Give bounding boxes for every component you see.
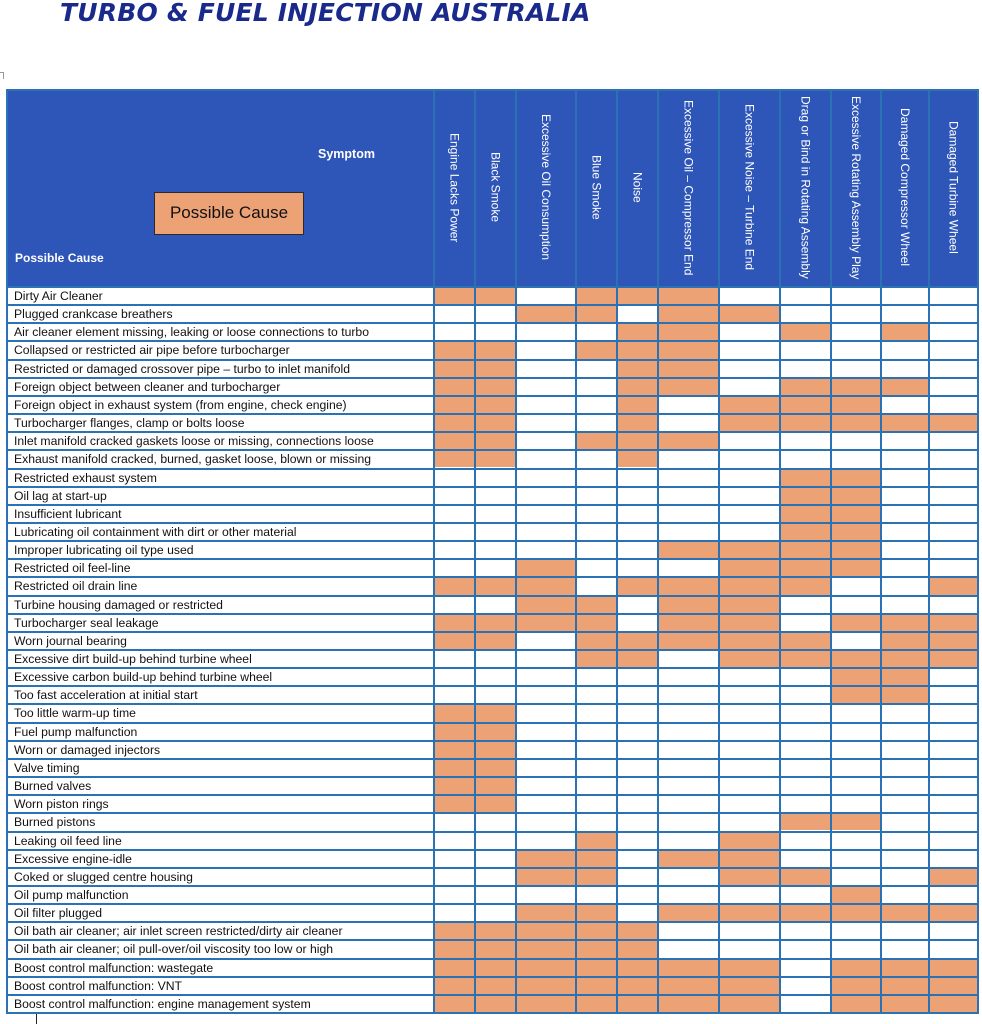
cause-row-label: Excessive carbon build-up behind turbine wheel (14, 670, 273, 685)
cause-row-label: Boost control malfunction: wastegate (14, 960, 214, 975)
cause-row-label: Oil pump malfunction (14, 887, 129, 902)
marked-cell (435, 724, 474, 740)
marked-cell (618, 578, 657, 594)
marked-cell (720, 833, 779, 849)
cause-row-label: Boost control malfunction: VNT (14, 978, 182, 993)
marked-cell (832, 905, 880, 921)
marked-cell (832, 488, 880, 504)
marked-cell (720, 633, 779, 649)
marked-cell (476, 941, 515, 957)
cause-row-label: Restricted oil feel-line (14, 561, 131, 576)
marked-cell (659, 851, 718, 867)
marked-cell (659, 542, 718, 558)
marked-cell (832, 415, 880, 431)
possible-cause-header-label: Possible Cause (15, 251, 104, 265)
marked-cell (781, 651, 830, 667)
cause-row-label: Fuel pump malfunction (14, 724, 138, 739)
marked-cell (618, 324, 657, 340)
cause-row-label: Turbocharger seal leakage (14, 615, 159, 630)
marked-cell (476, 451, 515, 467)
cause-row-label: Turbine housing damaged or restricted (14, 597, 223, 612)
symptom-column-header (930, 93, 977, 282)
marked-cell (517, 306, 575, 322)
marked-cell (832, 615, 880, 631)
marked-cell (882, 996, 928, 1012)
marked-cell (435, 978, 474, 994)
cause-row-label: Insufficient lubricant (14, 506, 122, 521)
marked-cell (476, 724, 515, 740)
symptom-label: Excessive Oil Consumption (539, 114, 553, 261)
cause-row-label: Valve timing (14, 760, 80, 775)
marked-cell (930, 996, 977, 1012)
marked-cell (659, 324, 718, 340)
marked-cell (882, 324, 928, 340)
symptom-label: Excessive Noise – Turbine End (742, 104, 757, 271)
cause-row-label: Restricted oil drain line (14, 579, 138, 594)
symptom-label: Damaged Turbine Wheel (946, 121, 961, 254)
marked-cell (659, 306, 718, 322)
marked-cell (517, 869, 575, 885)
marked-cell (435, 996, 474, 1012)
marked-cell (720, 851, 779, 867)
marked-cell (618, 923, 657, 939)
marked-cell (882, 905, 928, 921)
marked-cell (517, 905, 575, 921)
marked-cell (435, 288, 474, 304)
marked-cell (832, 506, 880, 522)
marked-cell (930, 578, 977, 594)
symptom-label: Noise (630, 172, 645, 203)
symptom-column-header (577, 93, 616, 282)
symptom-header-label: Symptom (318, 147, 375, 161)
symptom-label: Blue Smoke (589, 155, 604, 220)
marked-cell (435, 379, 474, 395)
marked-cell (618, 342, 657, 358)
marked-cell (882, 633, 928, 649)
marked-cell (517, 597, 575, 613)
marked-cell (832, 669, 880, 685)
cause-row-label: Improper lubricating oil type used (14, 543, 194, 558)
marked-cell (781, 397, 830, 413)
marked-cell (476, 978, 515, 994)
marked-cell (781, 324, 830, 340)
marked-cell (720, 978, 779, 994)
marked-cell (618, 451, 657, 467)
marked-cell (659, 361, 718, 377)
marked-cell (517, 923, 575, 939)
marked-cell (577, 597, 616, 613)
marked-cell (517, 615, 575, 631)
marked-cell (832, 687, 880, 703)
marked-cell (618, 361, 657, 377)
marked-cell (476, 996, 515, 1012)
cause-row-label: Excessive dirt build-up behind turbine wheel (14, 652, 252, 666)
marked-cell (659, 288, 718, 304)
marked-cell (832, 379, 880, 395)
cause-row-label: Dirty Air Cleaner (14, 289, 103, 303)
marked-cell (781, 869, 830, 885)
marked-cell (832, 542, 880, 558)
marked-cell (517, 941, 575, 957)
marked-cell (517, 960, 575, 976)
cause-row-label: Worn or damaged injectors (14, 742, 161, 757)
marked-cell (720, 542, 779, 558)
marked-cell (435, 705, 474, 721)
marked-cell (659, 905, 718, 921)
marked-cell (882, 379, 928, 395)
marked-cell (720, 615, 779, 631)
marked-cell (882, 669, 928, 685)
marked-cell (720, 960, 779, 976)
marked-cell (720, 651, 779, 667)
marked-cell (659, 597, 718, 613)
marked-cell (659, 379, 718, 395)
marked-cell (577, 342, 616, 358)
marked-cell (832, 524, 880, 540)
symptom-column-header (435, 93, 474, 282)
marked-cell (618, 379, 657, 395)
marked-cell (577, 615, 616, 631)
marked-cell (577, 833, 616, 849)
symptom-label: Black Smoke (488, 152, 503, 223)
marked-cell (720, 397, 779, 413)
marked-cell (618, 397, 657, 413)
cause-row-label: Oil bath air cleaner; air inlet screen restricted/dirty air cleaner (14, 924, 343, 939)
marked-cell (618, 288, 657, 304)
symptom-column-header (832, 93, 880, 282)
marked-cell (882, 687, 928, 703)
marked-cell (476, 742, 515, 758)
marked-cell (832, 996, 880, 1012)
cause-row-label: Restricted exhaust system (14, 470, 157, 485)
marked-cell (476, 433, 515, 449)
cause-row-label: Too little warm-up time (14, 706, 136, 721)
cause-row-label: Inlet manifold cracked gaskets loose or missing, connections loose (14, 434, 374, 449)
marked-cell (476, 760, 515, 776)
cause-row-label: Restricted or damaged crossover pipe – turbo to inlet manifold (14, 361, 351, 376)
marked-cell (832, 960, 880, 976)
cause-row-label: Oil bath air cleaner; oil pull-over/oil viscosity too low or high (14, 942, 334, 957)
marked-cell (577, 905, 616, 921)
marked-cell (476, 415, 515, 431)
marked-cell (781, 506, 830, 522)
marked-cell (832, 887, 880, 903)
marked-cell (476, 705, 515, 721)
marked-cell (577, 306, 616, 322)
marked-cell (659, 960, 718, 976)
marked-cell (720, 597, 779, 613)
symptom-label: Drag or Bind in Rotating Assembly (798, 96, 813, 279)
cursor-mark (36, 1014, 37, 1024)
marked-cell (435, 633, 474, 649)
marked-cell (476, 361, 515, 377)
marked-cell (720, 560, 779, 576)
symptom-label: Engine Lacks Power (447, 132, 462, 243)
marked-cell (476, 288, 515, 304)
marked-cell (577, 978, 616, 994)
marked-cell (476, 960, 515, 976)
cause-row-label: Air cleaner element missing, leaking or loose connections to turbo (14, 325, 369, 340)
marked-cell (720, 306, 779, 322)
marked-cell (618, 651, 657, 667)
marked-cell (930, 615, 977, 631)
marked-cell (781, 488, 830, 504)
marked-cell (882, 960, 928, 976)
marked-cell (659, 996, 718, 1012)
marked-cell (618, 978, 657, 994)
marked-cell (577, 941, 616, 957)
cause-row-label: Worn piston rings (14, 797, 109, 812)
marked-cell (618, 433, 657, 449)
marked-cell (476, 342, 515, 358)
marked-cell (618, 996, 657, 1012)
symptom-column-header (476, 93, 515, 282)
marked-cell (930, 415, 977, 431)
possible-cause-legend-box: Possible Cause (154, 192, 304, 235)
marked-cell (930, 651, 977, 667)
marked-cell (435, 941, 474, 957)
marked-cell (618, 941, 657, 957)
marked-cell (720, 869, 779, 885)
marked-cell (435, 923, 474, 939)
cause-row-label: Foreign object between cleaner and turbocharger (14, 379, 281, 394)
symptom-column-header (781, 93, 830, 282)
marked-cell (781, 415, 830, 431)
symptom-column-header (618, 93, 657, 282)
marked-cell (781, 524, 830, 540)
marked-cell (618, 415, 657, 431)
marked-cell (517, 851, 575, 867)
cause-row-label: Burned pistons (14, 815, 96, 830)
marked-cell (476, 578, 515, 594)
cause-row-label: Boost control malfunction: engine management system (14, 996, 311, 1011)
symptom-label: Excessive Rotating Assembly Play (849, 95, 863, 280)
marked-cell (659, 978, 718, 994)
marked-cell (435, 578, 474, 594)
marked-cell (930, 905, 977, 921)
marked-cell (435, 361, 474, 377)
marked-cell (435, 451, 474, 467)
marked-cell (476, 923, 515, 939)
marked-cell (832, 397, 880, 413)
marked-cell (435, 778, 474, 794)
symptom-column-header (720, 93, 779, 282)
marked-cell (435, 415, 474, 431)
marked-cell (435, 615, 474, 631)
marked-cell (577, 996, 616, 1012)
page-title: TURBO & FUEL INJECTION AUSTRALIA (60, 0, 591, 27)
marked-cell (781, 905, 830, 921)
symptom-label: Excessive Oil – Compressor End (681, 99, 696, 276)
symptom-label: Damaged Compressor Wheel (898, 108, 912, 267)
marked-cell (476, 615, 515, 631)
marked-cell (435, 397, 474, 413)
marked-cell (720, 905, 779, 921)
marked-cell (832, 978, 880, 994)
marked-cell (659, 342, 718, 358)
cause-row-label: Turbocharger flanges, clamp or bolts loose (14, 416, 245, 431)
cause-row-label: Worn journal bearing (14, 633, 127, 648)
marked-cell (435, 960, 474, 976)
cause-row-label: Oil filter plugged (14, 906, 103, 921)
marked-cell (781, 578, 830, 594)
marked-cell (781, 633, 830, 649)
marked-cell (577, 960, 616, 976)
marked-cell (720, 578, 779, 594)
marked-cell (577, 651, 616, 667)
marked-cell (577, 869, 616, 885)
symptom-column-header (882, 93, 928, 282)
marked-cell (930, 633, 977, 649)
marked-cell (435, 796, 474, 812)
marked-cell (517, 560, 575, 576)
marked-cell (476, 397, 515, 413)
marked-cell (435, 342, 474, 358)
symptom-column-header (659, 93, 718, 282)
marked-cell (476, 633, 515, 649)
marked-cell (517, 578, 575, 594)
marked-cell (882, 651, 928, 667)
grid-line-v (6, 89, 8, 1014)
marked-cell (659, 615, 718, 631)
marked-cell (517, 996, 575, 1012)
grid-line-v (977, 89, 979, 1014)
cause-row-label: Lubricating oil containment with dirt or other material (14, 524, 297, 539)
marked-cell (476, 778, 515, 794)
marked-cell (832, 560, 880, 576)
marked-cell (577, 433, 616, 449)
marked-cell (659, 633, 718, 649)
cause-row-label: Coked or slugged centre housing (14, 869, 193, 884)
marked-cell (930, 978, 977, 994)
marked-cell (781, 379, 830, 395)
marked-cell (720, 415, 779, 431)
cause-row-label: Exhaust manifold cracked, burned, gasket loose, blown or missing (14, 452, 372, 467)
cause-row-label: Leaking oil feed line (14, 833, 122, 848)
cause-row-label: Burned valves (14, 779, 92, 794)
cause-row-label: Plugged crankcase breathers (14, 307, 173, 322)
marked-cell (476, 379, 515, 395)
marked-cell (659, 433, 718, 449)
marked-cell (618, 960, 657, 976)
marked-cell (577, 633, 616, 649)
cause-row-label: Excessive engine-idle (14, 851, 132, 866)
marked-cell (882, 415, 928, 431)
marked-cell (435, 760, 474, 776)
cause-row-label: Oil lag at start-up (14, 488, 107, 503)
marked-cell (832, 470, 880, 486)
symptom-column-header (517, 93, 575, 282)
marked-cell (882, 978, 928, 994)
marked-cell (832, 814, 880, 830)
marked-cell (781, 560, 830, 576)
cause-row-label: Too fast acceleration at initial start (14, 688, 198, 703)
marked-cell (435, 742, 474, 758)
marked-cell (517, 978, 575, 994)
marked-cell (720, 996, 779, 1012)
marked-cell (577, 288, 616, 304)
cause-row-label: Collapsed or restricted air pipe before turbocharger (14, 343, 290, 358)
marked-cell (930, 869, 977, 885)
marked-cell (476, 796, 515, 812)
cause-row-label: Foreign object in exhaust system (from engine, check engine) (14, 397, 347, 412)
marked-cell (781, 542, 830, 558)
marked-cell (781, 814, 830, 830)
marked-cell (577, 851, 616, 867)
marked-cell (618, 633, 657, 649)
marked-cell (781, 470, 830, 486)
marked-cell (435, 433, 474, 449)
marked-cell (882, 615, 928, 631)
marked-cell (930, 960, 977, 976)
marked-cell (832, 651, 880, 667)
marked-cell (659, 578, 718, 594)
marked-cell (577, 923, 616, 939)
grid-line-h (6, 89, 978, 91)
